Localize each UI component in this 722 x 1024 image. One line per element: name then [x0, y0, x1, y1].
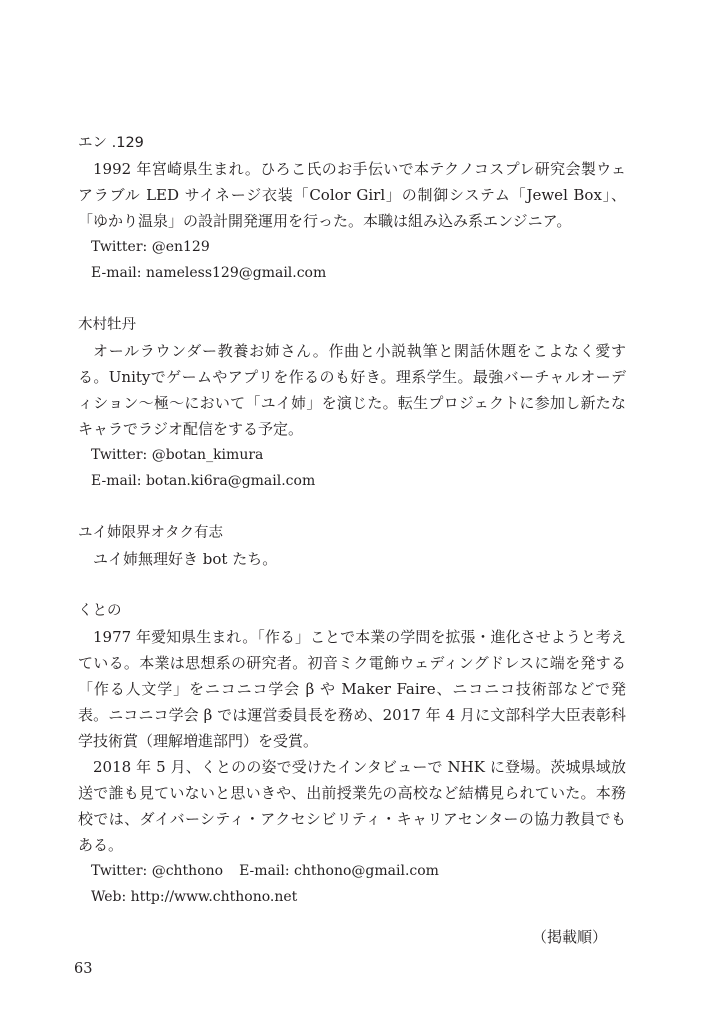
- entry-email: E-mail: chthono@gmail.com: [239, 863, 439, 879]
- entry-name: 木村牡丹: [78, 317, 136, 333]
- entry-name: くとの: [78, 603, 122, 619]
- page-number: 63: [74, 961, 93, 977]
- entry-bio: 1992 年宮崎県生まれ。ひろこ氏のお手伝いで本テクノコスプレ研究会製ウェアラブル LED サイネージ衣装「Color Girl」の制御システム「Jewel Box」、「ゆかり温泉」の設計開発運用を行った。本職は組み込み系エンジニア。: [78, 160, 626, 230]
- entry-bio: ユイ姉無理好き bot たち。: [93, 550, 278, 568]
- entry-bio: オールラウンダー教養お姉さん。作曲と小説執筆と閑話休題をこよなく愛する。Unityでゲームやアプリを作るのも好き。理系学生。最強バーチャルオーディション〜極〜において「ユイ姉」を演じた。転生プロジェクトに参加し新たなキャラでラジオ配信をする予定。: [78, 342, 626, 438]
- listing-order-note: （掲載順）: [532, 928, 608, 946]
- contributors-list: [78, 130, 626, 936]
- entry-email: E-mail: nameless129@gmail.com: [91, 265, 327, 281]
- entry-kimura-botan: [78, 312, 626, 494]
- entry-yui-fans: [78, 520, 626, 572]
- entry-email: E-mail: botan.ki6ra@gmail.com: [91, 473, 316, 489]
- entry-en129: [78, 130, 626, 286]
- entry-name: エン .129: [78, 135, 144, 151]
- entry-chthono: [78, 598, 626, 910]
- entry-twitter: Twitter: @chthono: [91, 863, 224, 879]
- entry-bio-continued: 2018 年 5 月、くとのの姿で受けたインタビューで NHK に登場。茨城県域放送で誰も見ていないと思いきや、出前授業先の高校など結構見られていた。本務校では、ダイバーシティ・アクセシビリティ・キャリアセンターの協力教員でもある。: [78, 758, 626, 854]
- entry-contact-line: [78, 858, 626, 884]
- entry-twitter: Twitter: @en129: [91, 239, 210, 255]
- entry-web: Web: http://www.chthono.net: [91, 889, 298, 905]
- entry-bio: 1977 年愛知県生まれ。「作る」ことで本業の学問を拡張・進化させようと考えている。本業は思想系の研究者。初音ミク電飾ウェディングドレスに端を発する「作る人文学」をニコニコ学会 β や Maker Faire、ニコニコ技術部などで発表。ニコニコ学会 β では運営委員長を務め、2017 年 4 月に文部科学大臣表彰科学技術賞（理解増進部門）を受賞。: [78, 628, 626, 750]
- entry-name: ユイ姉限界オタク有志: [78, 525, 223, 541]
- entry-twitter: Twitter: @botan_kimura: [91, 447, 264, 463]
